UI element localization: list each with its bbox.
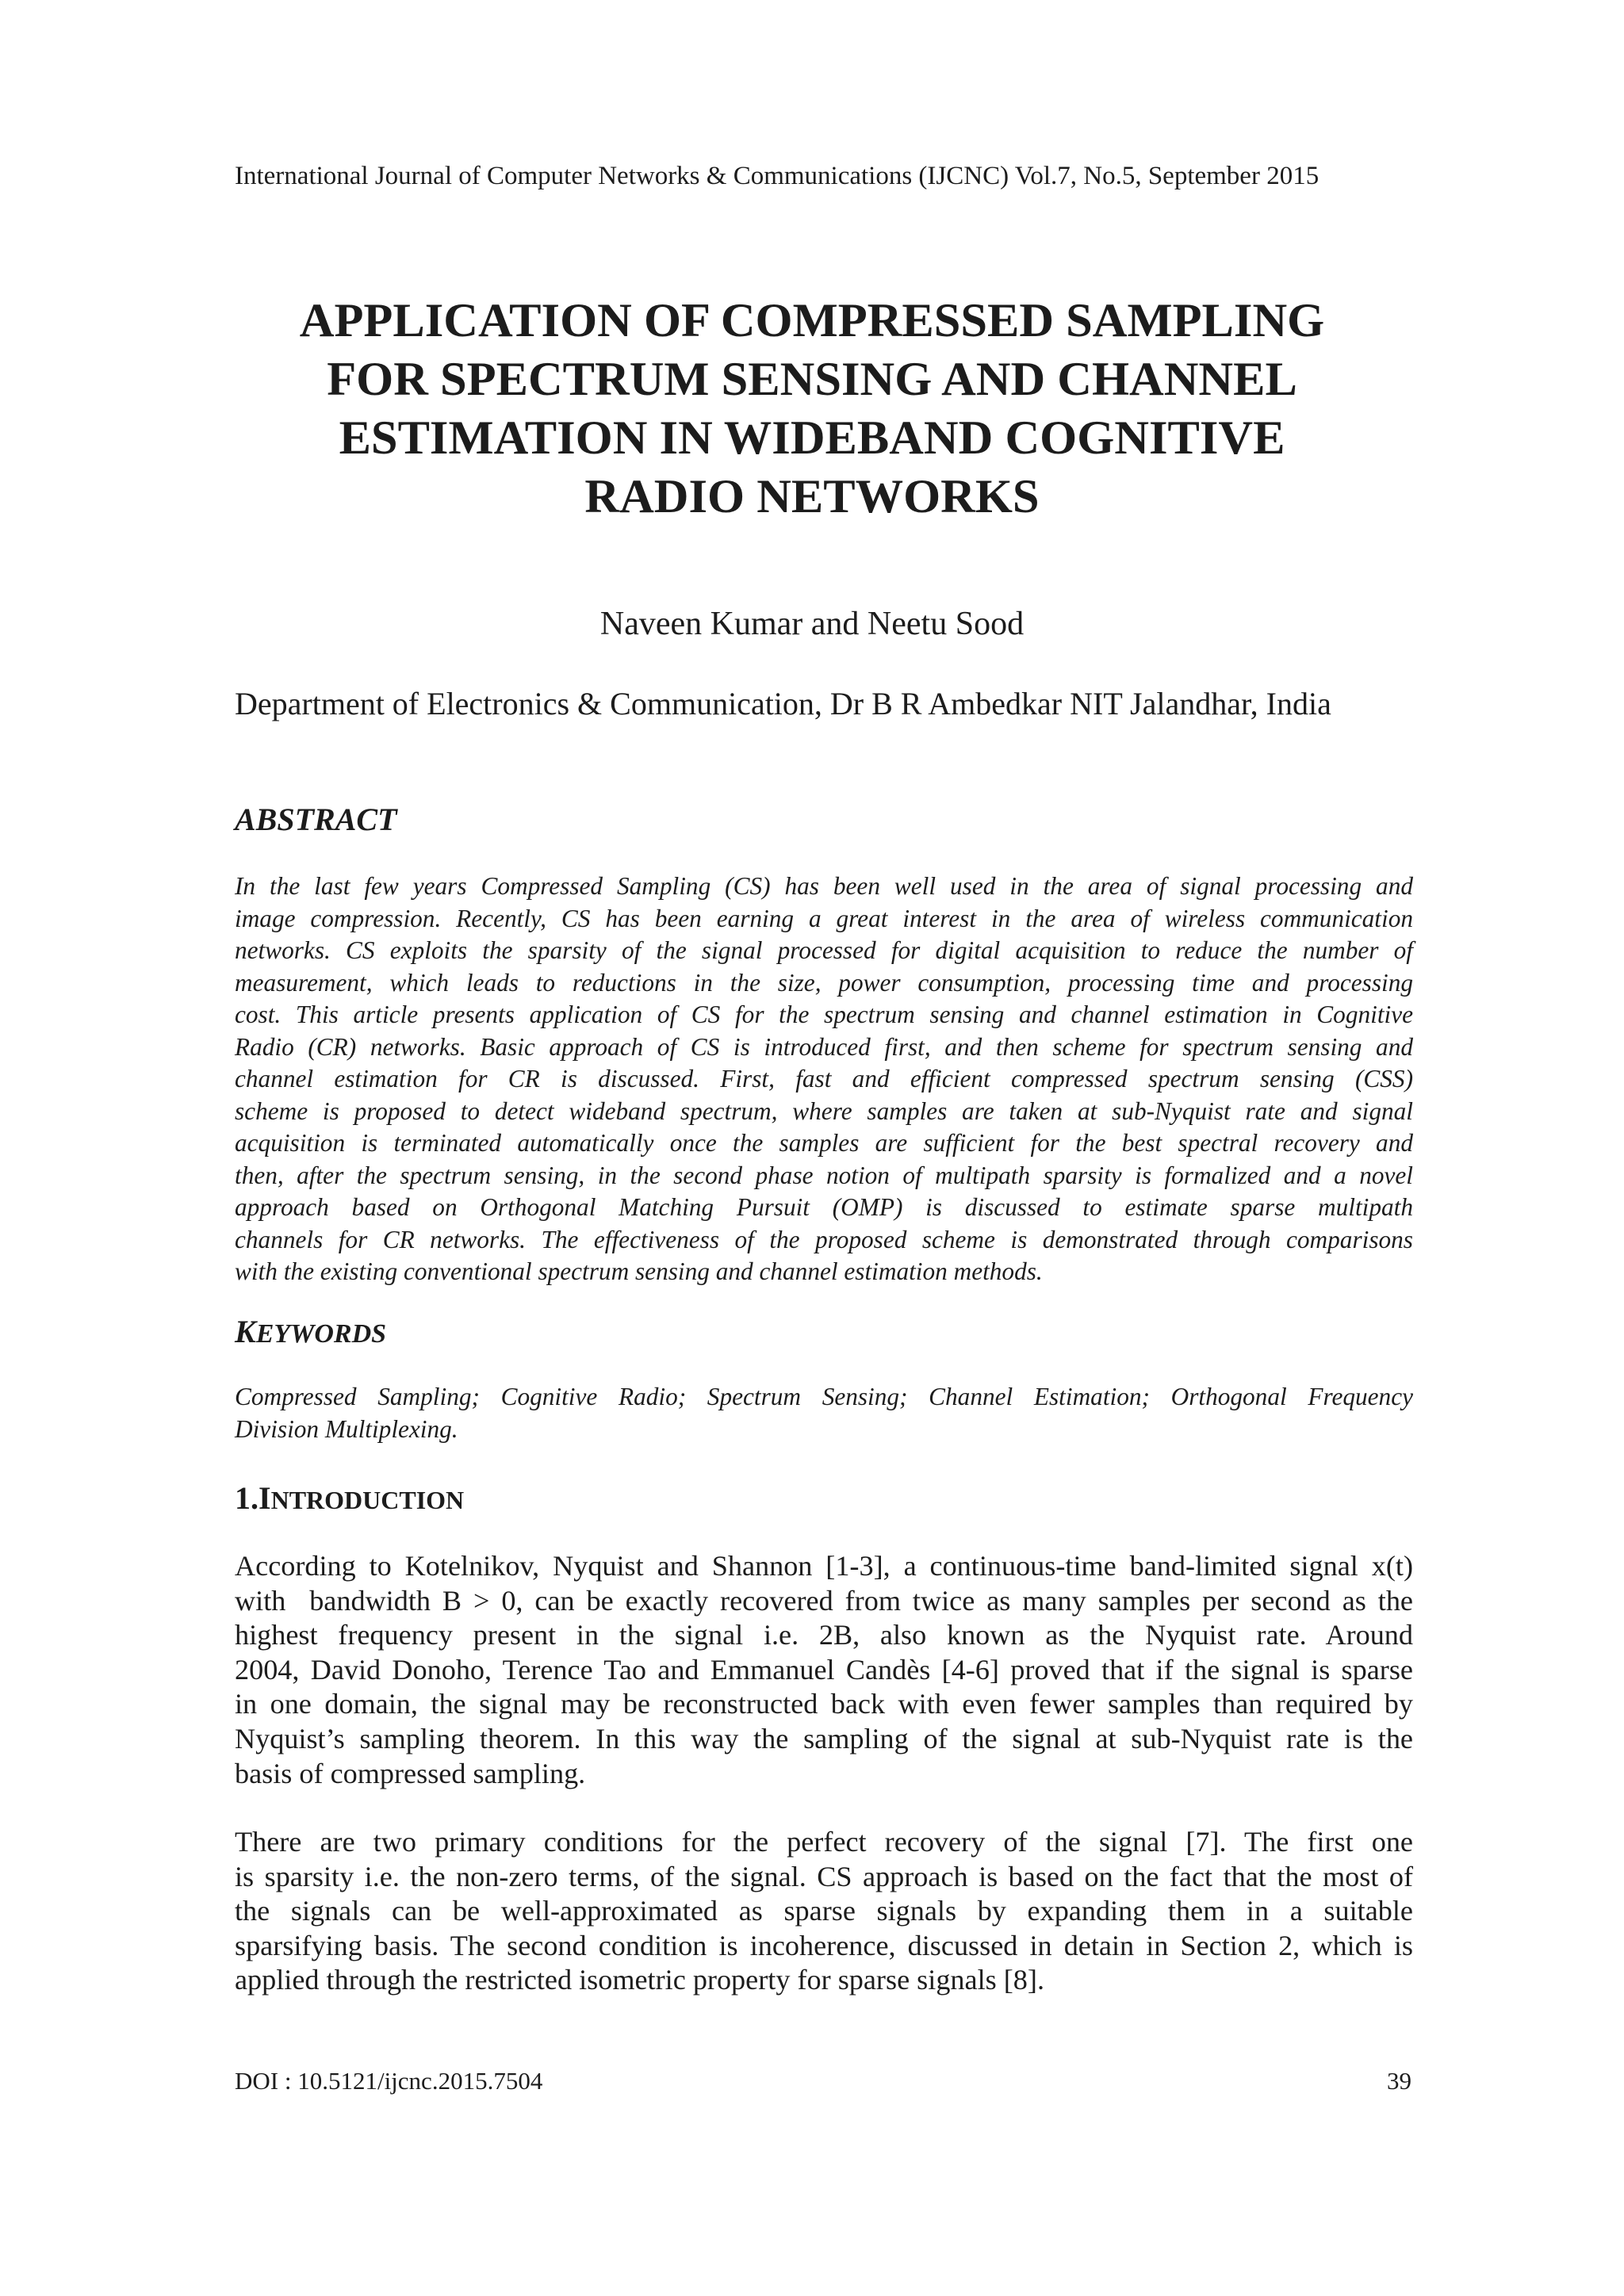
paragraph-line: basis of compressed sampling. [235,1757,586,1789]
paragraph-line: applied through the restricted isometric property for sparse signals [8]. [235,1964,1044,1996]
abstract-line: with the existing conventional spectrum sensing and channel estimation methods. [235,1257,1043,1285]
paragraph-line: 2004, David Donoho, Terence Tao and Emmanuel Candès [4-6] proved that if the signal is sparse [235,1653,1413,1686]
paragraph-line: There are two primary conditions for the perfect recovery of the signal [7]. The first one [235,1826,1413,1858]
abstract-heading: ABSTRACT [235,802,397,837]
paragraph-line: is sparsity i.e. the non-zero terms, of the signal. CS approach is based on the fact that the most of [235,1860,1413,1892]
abstract-line: cost. This article presents application of CS for the spectrum sensing and channel estimation in Cognitive [235,1001,1413,1028]
authors: Naveen Kumar and Neetu Sood [599,606,1025,642]
abstract-line: approach based on Orthogonal Matching Pursuit (OMP) is discussed to estimate sparse multipath [235,1193,1413,1221]
affiliation: Department of Electronics & Communication, Dr B R Ambedkar NIT Jalandhar, India [235,686,1331,721]
abstract-line: In the last few years Compressed Sampling (CS) has been well used in the area of signal processing and [235,872,1413,900]
intro-heading-rest: NTRODUCTION [270,1486,465,1514]
introduction-paragraph-1 [235,1549,1413,1791]
abstract-line: networks. CS exploits the sparsity of the signal processed for digital acquisition to reduce the number of [235,936,1413,964]
abstract-body [235,871,1413,1288]
abstract-line: then, after the spectrum sensing, in the second phase notion of multipath sparsity is formalized and a novel [235,1161,1413,1189]
page-number: 39 [1387,2067,1411,2095]
keywords-body [235,1381,1413,1445]
keywords-heading-initial: K [235,1314,256,1349]
keywords-line: Compressed Sampling; Cognitive Radio; Spectrum Sensing; Channel Estimation; Orthogonal Frequency [235,1383,1413,1410]
title-line: RADIO NETWORKS [584,470,1040,523]
introduction-paragraph-2 [235,1825,1413,1998]
paragraph-line: highest frequency present in the signal i.e. 2B, also known as the Nyquist rate. Around [235,1619,1413,1651]
title-line: ESTIMATION IN WIDEBAND COGNITIVE [339,411,1285,465]
paragraph-line: the signals can be well-approximated as sparse signals by expanding them in a suitable [235,1895,1413,1927]
paper-title [159,292,1465,526]
intro-heading-number: 1. [235,1480,259,1516]
paragraph-line: in one domain, the signal may be reconstructed back with even fewer samples than required by [235,1688,1413,1720]
paragraph-line: with bandwidth B > 0, can be exactly recovered from twice as many samples per second as the [235,1584,1413,1617]
running-header: International Journal of Computer Networks & Communications (IJCNC) Vol.7, No.5, September 2015 [235,162,1320,190]
abstract-line: scheme is proposed to detect wideband spectrum, where samples are taken at sub-Nyquist rate and signal [235,1096,1413,1125]
title-line: APPLICATION OF COMPRESSED SAMPLING [299,294,1325,347]
intro-heading-initial: I [259,1480,271,1516]
keywords-heading-rest: EYWORDS [255,1319,387,1349]
abstract-line: image compression. Recently, CS has been earning a great interest in the area of wireless communication [235,904,1413,932]
keywords-line: Division Multiplexing. [235,1414,458,1443]
paragraph-line: Nyquist’s sampling theorem. In this way the sampling of the signal at sub-Nyquist rate is the [235,1722,1413,1755]
abstract-line: acquisition is terminated automatically once the samples are sufficient for the best spectral recovery and [235,1129,1413,1157]
abstract-line: measurement, which leads to reductions in the size, power consumption, processing time and processing [235,968,1413,997]
keywords-heading [235,1313,386,1353]
abstract-line: channels for CR networks. The effectiveness of the proposed scheme is demonstrated through comparisons [235,1225,1413,1253]
footer-doi: DOI : 10.5121/ijcnc.2015.7504 [235,2067,543,2095]
abstract-line: channel estimation for CR is discussed. First, fast and efficient compressed spectrum sensing (CSS) [235,1065,1413,1093]
introduction-heading [235,1479,464,1519]
title-line: FOR SPECTRUM SENSING AND CHANNEL [327,353,1297,406]
paragraph-line: According to Kotelnikov, Nyquist and Shannon [1-3], a continuous-time band-limited signal x(t) [235,1550,1413,1582]
abstract-line: Radio (CR) networks. Basic approach of CS is introduced first, and then scheme for spectrum sensing and [235,1032,1413,1061]
paragraph-line: sparsifying basis. The second condition is incoherence, discussed in detain in Section 2, which is [235,1929,1413,1961]
